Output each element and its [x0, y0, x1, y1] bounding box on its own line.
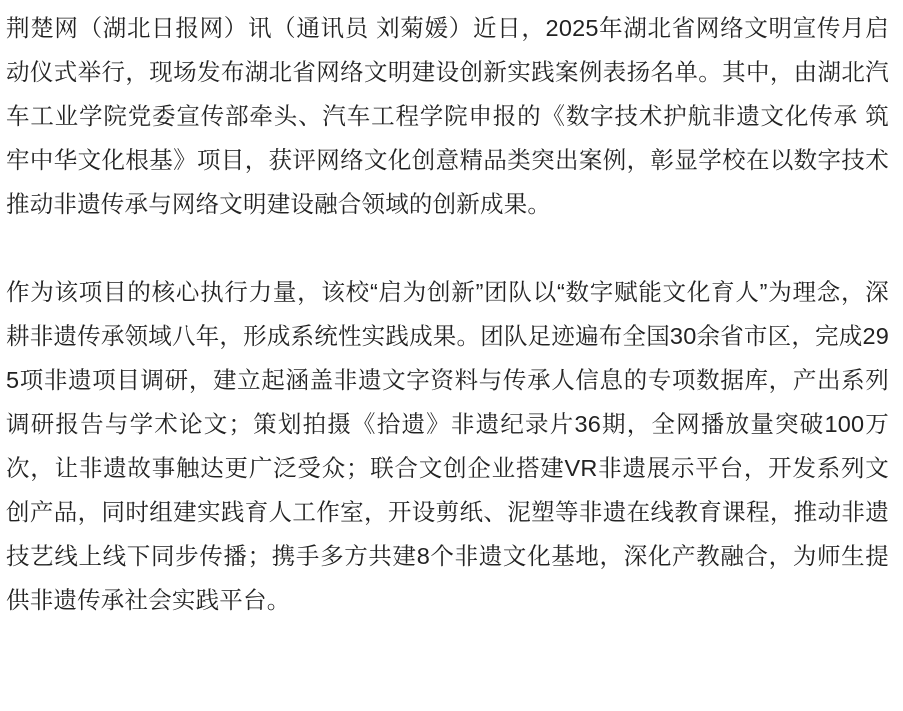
paragraph-2: 作为该项目的核心执行力量，该校“启为创新”团队以“数字赋能文化育人”为理念，深耕非遗传承领域八年，形成系统性实践成果。团队足迹遍布全国30余省市区，完成295项非遗项目调研，建立起涵盖非遗文字资料与传承人信息的专项数据库，产出系列调研报告与学术论文；策划拍摄《拾遗》非遗纪录片36期，全网播放量突破100万次，让非遗故事触达更广泛受众；联合文创企业搭建VR非遗展示平台，开发系列文创产品，同时组建实践育人工作室，开设剪纸、泥塑等非遗在线教育课程，推动非遗技艺线上线下同步传播；携手多方共建8个非遗文化基地，深化产教融合，为师生提供非遗传承社会实践平台。: [6, 279, 889, 613]
paragraph-1: 荆楚网（湖北日报网）讯（通讯员 刘菊媛）近日，2025年湖北省网络文明宣传月启动仪式举行，现场发布湖北省网络文明建设创新实践案例表扬名单。其中，由湖北汽车工业学院党委宣传部牵头、汽车工程学院申报的《数字技术护航非遗文化传承 筑牢中华文化根基》项目，获评网络文化创意精品类突出案例，彰显学校在以数字技术推动非遗传承与网络文明建设融合领域的创新成果。: [6, 15, 889, 217]
